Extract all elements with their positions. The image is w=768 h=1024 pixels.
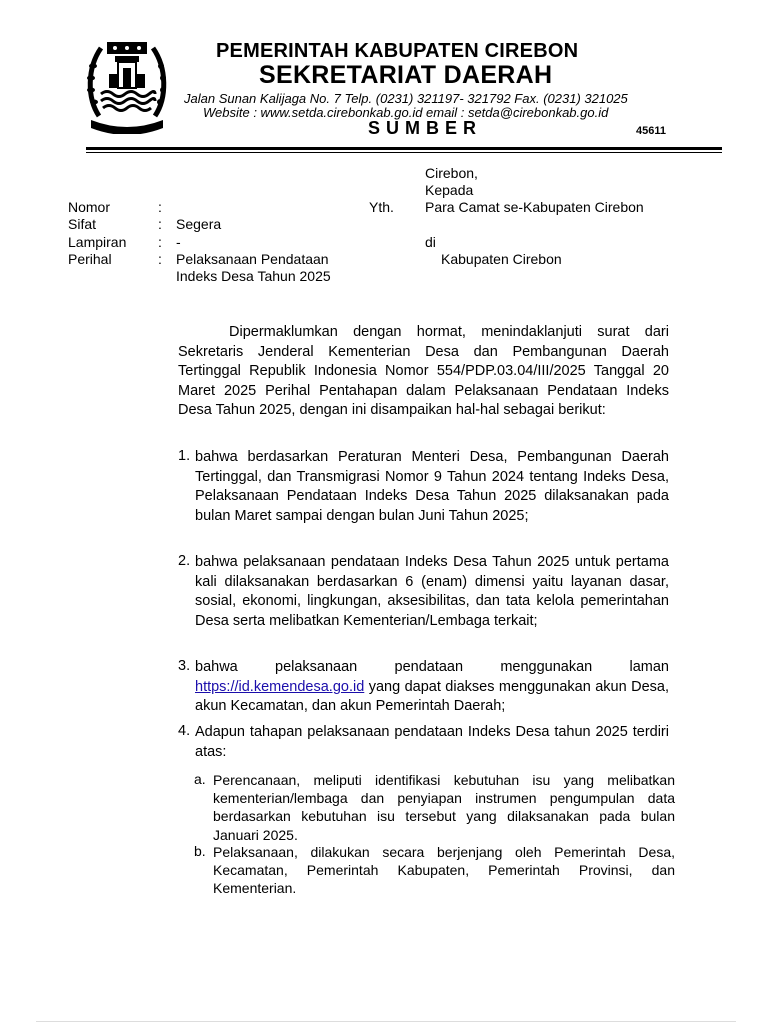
perihal-line2: Indeks Desa Tahun 2025 — [176, 268, 331, 284]
perihal-label: Perihal — [68, 251, 112, 267]
yth-label: Yth. — [369, 199, 394, 215]
item-text: bahwa pelaksanaan pendataan Indeks Desa Tahun 2025 untuk pertama kali dilaksanakan berdasarkan 6 (enam) dimensi yaitu layanan dasar, sosial, ekonomi, lingkungan, aksesibilitas, dan tata kelola pemerintahan Desa serta melibatkan Kementerian/Lembaga terkait; — [195, 554, 669, 629]
perihal-line1: Pelaksanaan Pendataan — [176, 251, 329, 267]
item-text: bahwa berdasarkan Peraturan Menteri Desa, Pembangunan Daerah Tertinggal, dan Transmigrasi Nomor 9 Tahun 2024 tentang Indeks Desa, Pelaksanaan Pendataan Indeks Desa Tahun 2025 dilaksanakan pada bulan Maret sampai dengan bulan Juni Tahun 2025; — [195, 449, 669, 524]
lampiran-value: - — [176, 234, 181, 250]
recipient-place: Kabupaten Cirebon — [441, 251, 562, 267]
letterhead-contacts: Website : www.setda.cirebonkab.go.id email : setda@cirebonkab.go.id — [203, 105, 609, 120]
letterhead-divider-thick — [86, 147, 722, 150]
letterhead-office: SEKRETARIAT DAERAH — [259, 61, 553, 89]
item-number: 2. — [178, 553, 191, 569]
lampiran-label: Lampiran — [68, 234, 127, 250]
place-date: Cirebon, — [425, 165, 478, 181]
subitem-text: Pelaksanaan, dilakukan secara berjenjang oleh Pemerintah Desa, Kecamatan, Pemerintah Kabupaten, Pemerintah Provinsi, dan Kementerian. — [213, 844, 675, 897]
nomor-label: Nomor — [68, 199, 111, 215]
recipient-name: Para Camat se-Kabupaten Cirebon — [425, 199, 644, 215]
regency-logo — [85, 38, 169, 134]
item-number: 1. — [178, 448, 191, 464]
letterhead-city: SUMBER — [368, 118, 483, 138]
item-text-after-link: yang dapat diakses menggunakan akun Desa, akun Kecamatan, dan akun Pemerintah Daerah; — [195, 678, 669, 714]
sifat-colon: : — [158, 216, 162, 232]
item-number: 4. — [178, 723, 191, 739]
subitem-letter: b. — [194, 843, 206, 859]
perihal-colon: : — [158, 251, 162, 267]
kepada-label: Kepada — [425, 182, 474, 198]
letterhead-government: PEMERINTAH KABUPATEN CIREBON — [216, 40, 579, 62]
letterhead-zip: 45611 — [636, 125, 666, 137]
nomor-colon: : — [158, 199, 162, 215]
item-text: Adapun tahapan pelaksanaan pendataan Indeks Desa tahun 2025 terdiri atas: — [195, 724, 669, 760]
subitem-letter: a. — [194, 771, 206, 787]
item-number: 3. — [178, 658, 191, 674]
item-text-before-link: bahwa pelaksanaan pendataan menggunakan laman — [195, 659, 669, 675]
letterhead-divider-thin — [86, 152, 722, 153]
sifat-value: Segera — [176, 216, 222, 232]
page-edge — [36, 1021, 736, 1022]
kemendesa-link[interactable]: https://id.kemendesa.go.id — [195, 678, 365, 695]
item-text — [195, 658, 669, 717]
intro-paragraph: Dipermaklumkan dengan hormat, menindaklanjuti surat dari Sekretaris Jenderal Kementerian Desa dan Pembangunan Daerah Tertinggal Republik Indonesia Nomor 554/PDP.03.04/III/2025 Tanggal 20 Maret 2025 Perihal Pentahapan dalam Pelaksanaan Pendataan Indeks Desa Tahun 2025, dengan ini disampaikan hal-hal sebagai berikut: — [178, 324, 669, 418]
subitem-text: Perencanaan, meliputi identifikasi kebutuhan isu yang melibatkan kementerian/lembaga dan penyiapan instrumen pengumpulan data berdasarkan kebutuhan isu tersebut yang dilaksanakan pada bulan Januari 2025. — [213, 772, 675, 843]
letterhead-address: Jalan Sunan Kalijaga No. 7 Telp. (0231) 321197- 321792 Fax. (0231) 321025 — [184, 91, 628, 106]
lampiran-colon: : — [158, 234, 162, 250]
sifat-label: Sifat — [68, 216, 97, 232]
di-label: di — [425, 234, 436, 250]
